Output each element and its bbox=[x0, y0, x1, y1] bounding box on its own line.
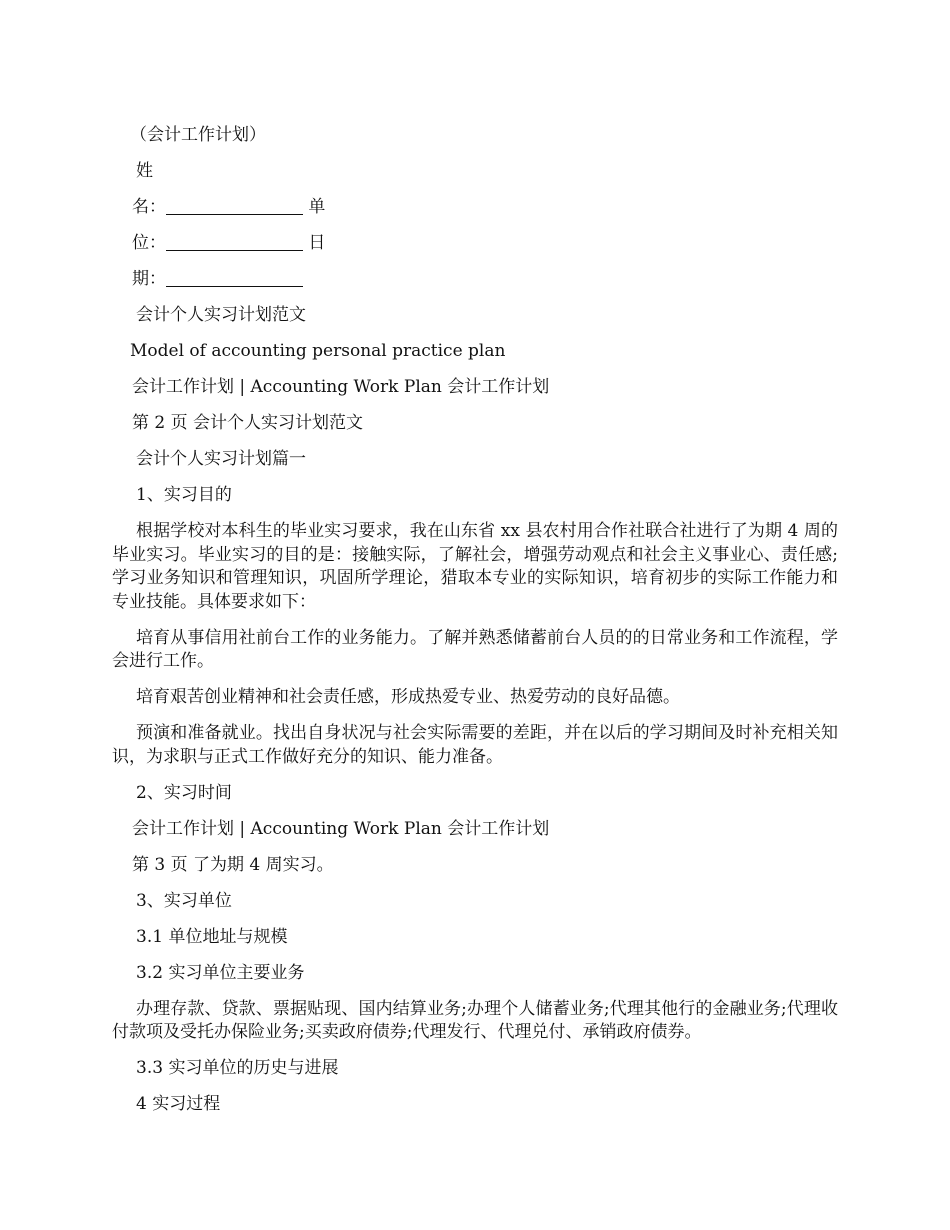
heading-1: 1、实习目的 bbox=[136, 485, 232, 505]
title-en: Model of accounting personal practice plan bbox=[130, 341, 506, 361]
paragraph-2: 培育从事信用社前台工作的业务能力。了解并熟悉储蓄前台人员的的日常业务和工作流程，学会进行工作。 bbox=[112, 627, 838, 671]
unit-blank-line bbox=[166, 233, 303, 251]
heading-3-1: 3.1 单位地址与规模 bbox=[136, 926, 288, 947]
running-header-2: 会计工作计划 | Accounting Work Plan 会计工作计划 bbox=[132, 818, 550, 839]
date-blank-line bbox=[166, 269, 303, 287]
heading-2: 2、实习时间 bbox=[136, 782, 232, 803]
form-name-row: 名： 单 bbox=[132, 197, 326, 217]
form-unit-row: 位： 日 bbox=[132, 233, 326, 253]
page-2-line: 第 2 页 会计个人实习计划范文 bbox=[132, 413, 364, 433]
title-cn: 会计个人实习计划范文 bbox=[136, 305, 306, 325]
heading-3: 3、实习单位 bbox=[136, 890, 232, 911]
paragraph-1: 根据学校对本科生的毕业实习要求，我在山东省 xx 县农村用合作社联合社进行了为期 4 周的毕业实习。毕业实习的目的是：接触实际，了解社会，增强劳动观点和社会主义事业心、责任感;学习业务知识和管理知识，巩固所学理论，猎取本专业的实际知识，培育初步的实际工作能力和专业技能。具体要求如下： bbox=[112, 521, 838, 612]
running-header-1: 会计工作计划 | Accounting Work Plan 会计工作计划 bbox=[132, 377, 550, 397]
heading-3-3: 3.3 实习单位的历史与进展 bbox=[136, 1058, 339, 1078]
section-title: 会计个人实习计划篇一 bbox=[136, 449, 306, 469]
paragraph-3: 培育艰苦创业精神和社会责任感，形成热爱专业、热爱劳动的良好品德。 bbox=[136, 687, 680, 707]
name-blank-line bbox=[166, 197, 303, 215]
page-3-line: 第 3 页 了为期 4 周实习。 bbox=[132, 854, 334, 875]
heading-3-2: 3.2 实习单位主要业务 bbox=[136, 962, 305, 983]
paragraph-4: 预演和准备就业。找出自身状况与社会实际需要的差距，并在以后的学习期间及时补充相关知识，为求职与正式工作做好充分的知识、能力准备。 bbox=[112, 723, 838, 767]
form-date-row: 期： bbox=[112, 268, 838, 292]
document-header: （会计工作计划） bbox=[130, 125, 266, 145]
form-name-label-1: 姓 bbox=[136, 161, 153, 181]
document-body bbox=[112, 124, 838, 1129]
paragraph-5: 办理存款、贷款、票据贴现、国内结算业务;办理个人储蓄业务;代理其他行的金融业务;代理收付款项及受托办保险业务;买卖政府债券;代理发行、代理兑付、承销政府债券。 bbox=[112, 998, 838, 1042]
heading-4: 4 实习过程 bbox=[136, 1094, 221, 1114]
